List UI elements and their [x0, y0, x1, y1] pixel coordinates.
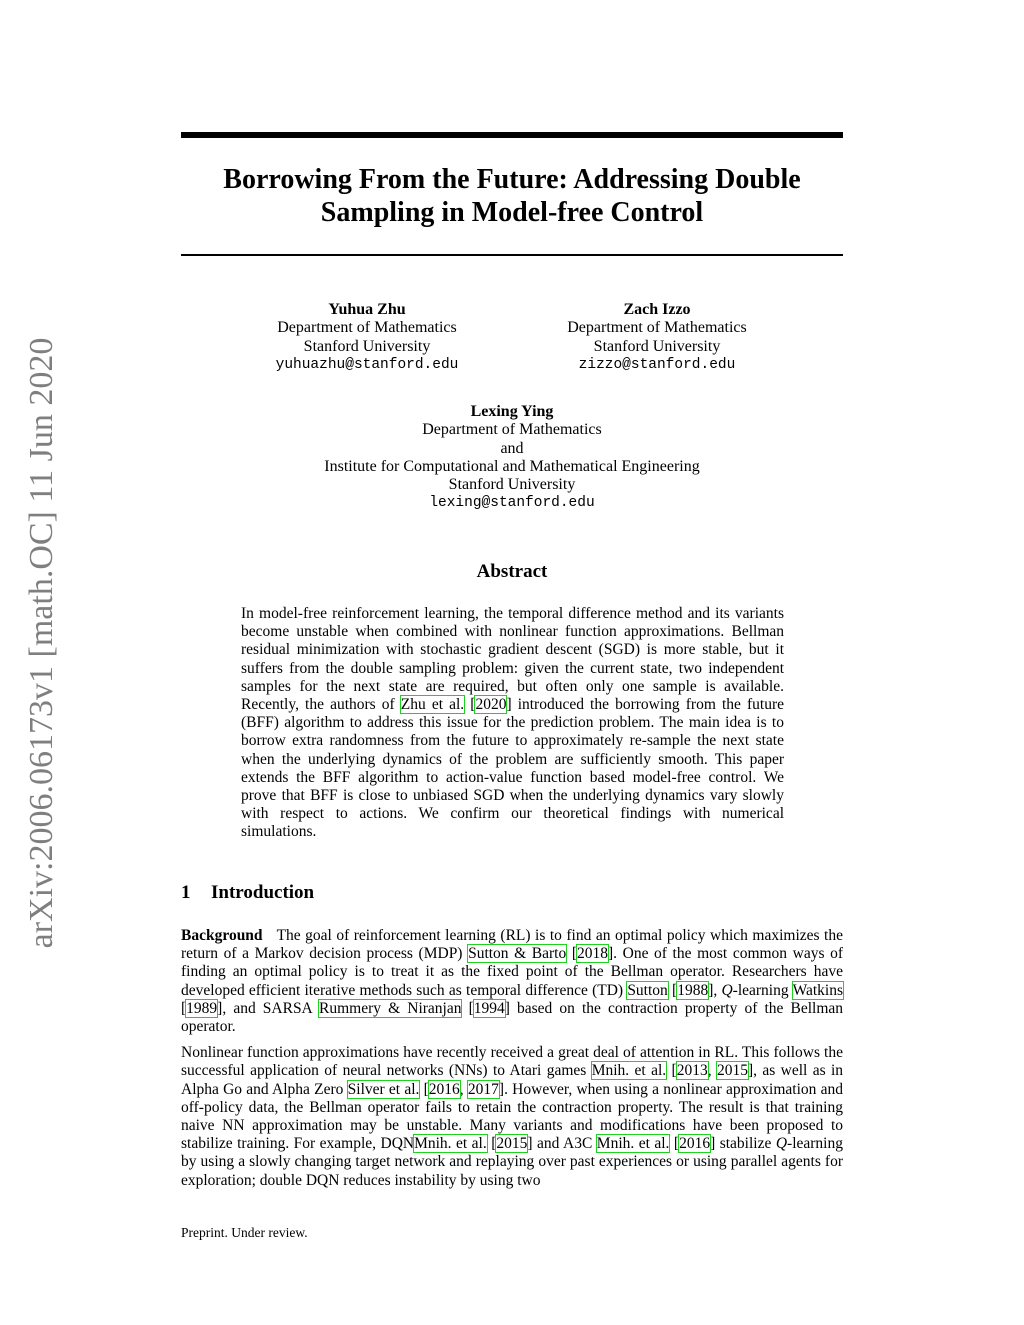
page-footer: Preprint. Under review. — [181, 1225, 308, 1240]
citation-link[interactable]: Sutton — [627, 981, 668, 999]
author-department: Department of Mathematics — [277, 319, 457, 337]
title-line-1: Borrowing From the Future: Addressing Double — [223, 164, 801, 195]
author-block-izzo — [527, 301, 787, 374]
citation-link[interactable]: Silver et al. — [347, 1080, 420, 1098]
title-bottom-rule — [181, 254, 843, 256]
author-email[interactable]: lexing@stanford.edu — [429, 495, 595, 512]
paragraph-text: -learning by using a slowly changing target network and replaying over past experiences or using parallel agents for exploration; double DQN reduces instability by using two — [181, 1135, 843, 1189]
section-heading — [181, 882, 314, 904]
citation-year-link[interactable]: 2016 — [428, 1080, 460, 1098]
citation-year-link[interactable]: 2017 — [467, 1080, 499, 1098]
author-name: Yuhua Zhu — [328, 301, 406, 318]
citation-link[interactable]: Mnih. et al. — [596, 1135, 670, 1153]
citation-year-link[interactable]: 2020 — [475, 696, 507, 714]
author-department: Department of Mathematics — [567, 319, 747, 337]
author-university: Stanford University — [593, 337, 721, 355]
paragraph-text: and A3C — [537, 1135, 593, 1153]
paragraph-run-in-heading: Background — [181, 927, 263, 944]
author-name: Lexing Ying — [470, 403, 554, 420]
author-email[interactable]: yuhuazhu@stanford.edu — [275, 356, 459, 373]
paragraph-text: based on the contraction property of the Bellman operator. — [181, 999, 844, 1036]
abstract-body: In model-free reinforcement learning, the temporal difference method and its variants become unstable when combined with nonlinear function approximations. Bellman residual minimization with stochastic gradient descent (SGD) is more stable, but it suffers from the double sampling problem: given the current state, two independent samples for the next state are required, but often only one sample is available. Recently, the authors of Zhu et al. [2020] introduced the borrowing from the future (BFF) algorithm to address this issue for the prediction problem. The main idea is to borrow extra randomness from the future to approximately re-sample the next state when the underlying dynamics of the problem are sufficiently smooth. This paper extends the BFF algorithm to action-value function based model-free control. We prove that BFF is close to unbiased SGD when the underlying dynamics vary slowly with respect to actions. We confirm our theoretical findings with numerical simulations. — [241, 605, 784, 841]
citation-link[interactable]: Mnih. et al. — [414, 1135, 487, 1153]
citation-link[interactable]: Zhu et al. — [400, 696, 465, 714]
paper-title — [181, 163, 843, 229]
math-symbol: Q — [721, 981, 733, 999]
introduction-body — [181, 927, 843, 1198]
citation-link[interactable]: Mnih. et al. — [591, 1062, 667, 1080]
author-email[interactable]: zizzo@stanford.edu — [578, 356, 736, 373]
author-department: Department of Mathematics — [422, 421, 602, 439]
citation-link[interactable]: Sutton & Barto — [468, 945, 567, 963]
paragraph-text: -learning — [732, 981, 789, 999]
author-block-zhu — [237, 301, 497, 374]
title-line-2: Sampling in Model-free Control — [320, 197, 704, 228]
author-affiliation-and: and — [500, 439, 524, 457]
paragraph-text: , and SARSA — [222, 999, 312, 1017]
author-block-ying — [262, 403, 762, 513]
author-university: Stanford University — [448, 476, 576, 494]
paragraph-text: The goal of reinforcement learning (RL) is to find an optimal policy which maximizes the return of a Markov decision process (MDP) — [181, 927, 843, 963]
citation-year-link[interactable]: 2015 — [716, 1062, 748, 1080]
author-name: Zach Izzo — [623, 301, 691, 318]
citation-year-link[interactable]: 2015 — [496, 1135, 528, 1153]
paragraph: Nonlinear function approximations have recently received a great deal of attention in RL. This follows the successful application of neural networks (NNs) to Atari games Mnih. et al. [2013, 2015], as well as in Alpha Go and Alpha Zero Silver et al. [2016, 2017]. However, when using a nonlinear approximation and off-policy data, the Bellman operator fails to retain the contraction property. The result is that training naive NN approximation may be unstable. Many variants and modifications have been proposed to stabilize training. For example, DQNMnih. et al. [2015] and A3C Mnih. et al. [2016] stabilize Q-learning by using a slowly changing target network and replaying over past experiences or using parallel agents for exploration; double DQN reduces instability by using two — [181, 1044, 844, 1189]
paragraph-text: . One of the most common ways of finding an optimal policy is to treat it as the fixed point of the Bellman operator. Researchers have developed efficient iterative methods such as temporal difference (TD) — [181, 945, 844, 999]
paragraph-text: , as well as in Alpha Go and Alpha Zero — [181, 1062, 844, 1098]
paragraph-text: . However, when using a nonlinear approximation and off-policy data, the Bellman operator fails to retain the contraction property. The result is that training naive NN approximation may be unstable. Many variants and modifications have been proposed to stabilize training. For example, DQN — [181, 1080, 843, 1153]
math-symbol: Q — [775, 1135, 788, 1153]
section-number: 1 — [181, 882, 191, 903]
citation-year-link[interactable]: 2018 — [577, 945, 608, 963]
arxiv-identifier-stamp: arXiv:2006.06173v1 [math.OC] 11 Jun 2020 — [23, 337, 60, 949]
abstract-text: In model-free reinforcement learning, the temporal difference method and its variants become unstable when combined with nonlinear function approximations. Bellman residual minimization with stochastic gradient descent (SGD) is more stable, but it suffers from the double sampling problem: given the current state, two independent samples for the next state are required, but often only one sample is available. Recently, the authors of — [241, 605, 784, 714]
citation-link[interactable]: Rummery & Niranjan — [319, 999, 462, 1017]
abstract-heading: Abstract — [476, 561, 548, 582]
paragraph-text: stabilize — [719, 1135, 772, 1153]
citation-year-link[interactable]: 2016 — [679, 1135, 711, 1153]
citation-year-link[interactable]: 1994 — [473, 999, 505, 1017]
section-title: Introduction — [211, 882, 315, 903]
paragraph-text: , — [713, 981, 718, 999]
citation-year-link[interactable]: 2013 — [676, 1062, 708, 1080]
citation-year-link[interactable]: 1988 — [677, 981, 709, 999]
author-institute: Institute for Computational and Mathematical Engineering — [324, 457, 700, 475]
citation-link[interactable]: Watkins — [792, 981, 843, 999]
paragraph: Background The goal of reinforcement learning (RL) is to find an optimal policy which maximizes the return of a Markov decision process (MDP) Sutton & Barto [2018]. One of the most common ways of finding an optimal policy is to treat it as the fixed point of the Bellman operator. Researchers have developed efficient iterative methods such as temporal difference (TD) Sutton [1988], Q-learning Watkins [1989], and SARSA Rummery & Niranjan [1994] based on the contraction property of the Bellman operator. — [181, 927, 844, 1036]
citation-year-link[interactable]: 1989 — [186, 999, 218, 1017]
author-university: Stanford University — [303, 337, 431, 355]
paragraph-text: Nonlinear function approximations have recently received a great deal of attention in RL. This follows the successful application of neural networks (NNs) to Atari games — [181, 1044, 843, 1080]
title-top-rule — [181, 132, 843, 138]
abstract-text: introduced the borrowing from the future (BFF) algorithm to address this issue for the prediction problem. The main idea is to borrow extra randomness from the future to approximately re-sample the next state when the underlying dynamics of the problem are sufficiently smooth. This paper extends the BFF algorithm to action-value function based model-free control. We prove that BFF is close to unbiased SGD when the underlying dynamics vary slowly with respect to actions. We confirm our theoretical findings with numerical simulations. — [241, 696, 784, 841]
